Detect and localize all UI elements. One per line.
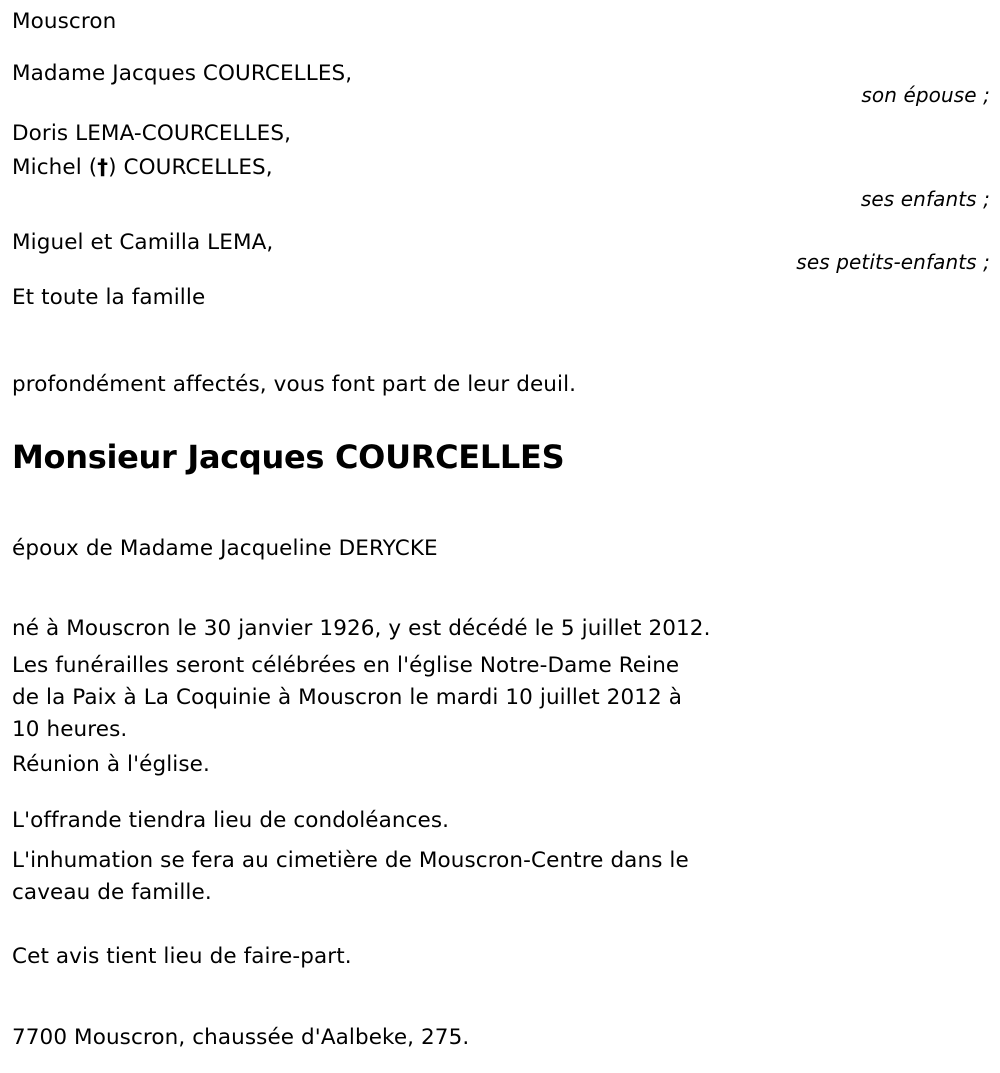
dagger-icon: † <box>97 155 109 180</box>
michel-suffix: ) COURCELLES, <box>108 155 273 180</box>
birth-death-line: né à Mouscron le 30 janvier 1926, y est décédé le 5 juillet 2012. <box>12 616 711 641</box>
city-line: Mouscron <box>12 9 117 34</box>
survivor-name-grandchildren: Miguel et Camilla LEMA, <box>12 230 274 255</box>
survivor-name-spouse: Madame Jacques COURCELLES, <box>12 61 353 86</box>
relation-label-spouse: son épouse ; <box>861 83 990 107</box>
funeral-details: Les funérailles seront célébrées en l'église Notre-Dame Reine de la Paix à La Coquinie à Mouscron le mardi 10 juillet 2012 à 10 heures. <box>12 653 683 742</box>
address-line: 7700 Mouscron, chaussée d'Aalbeke, 275. <box>12 1025 470 1050</box>
all-family-line: Et toute la famille <box>12 285 206 310</box>
deceased-name-heading: Monsieur Jacques COURCELLES <box>12 438 565 476</box>
relation-label-children: ses enfants ; <box>860 187 990 211</box>
announcement-line: profondément affectés, vous font part de leur deuil. <box>12 372 577 397</box>
michel-prefix: Michel ( <box>12 155 98 180</box>
gathering-line: Réunion à l'église. <box>12 752 210 777</box>
notice-line: Cet avis tient lieu de faire-part. <box>12 944 352 969</box>
deceased-spouse-line: époux de Madame Jacqueline DERYCKE <box>12 536 438 561</box>
survivor-name-child-1: Doris LEMA-COURCELLES, <box>12 121 292 146</box>
burial-details: L'inhumation se fera au cimetière de Mouscron-Centre dans le caveau de famille. <box>12 848 689 905</box>
survivor-name-child-2 <box>12 155 273 181</box>
relation-label-grandchildren: ses petits-enfants ; <box>796 250 990 274</box>
offering-line: L'offrande tiendra lieu de condoléances. <box>12 808 450 833</box>
